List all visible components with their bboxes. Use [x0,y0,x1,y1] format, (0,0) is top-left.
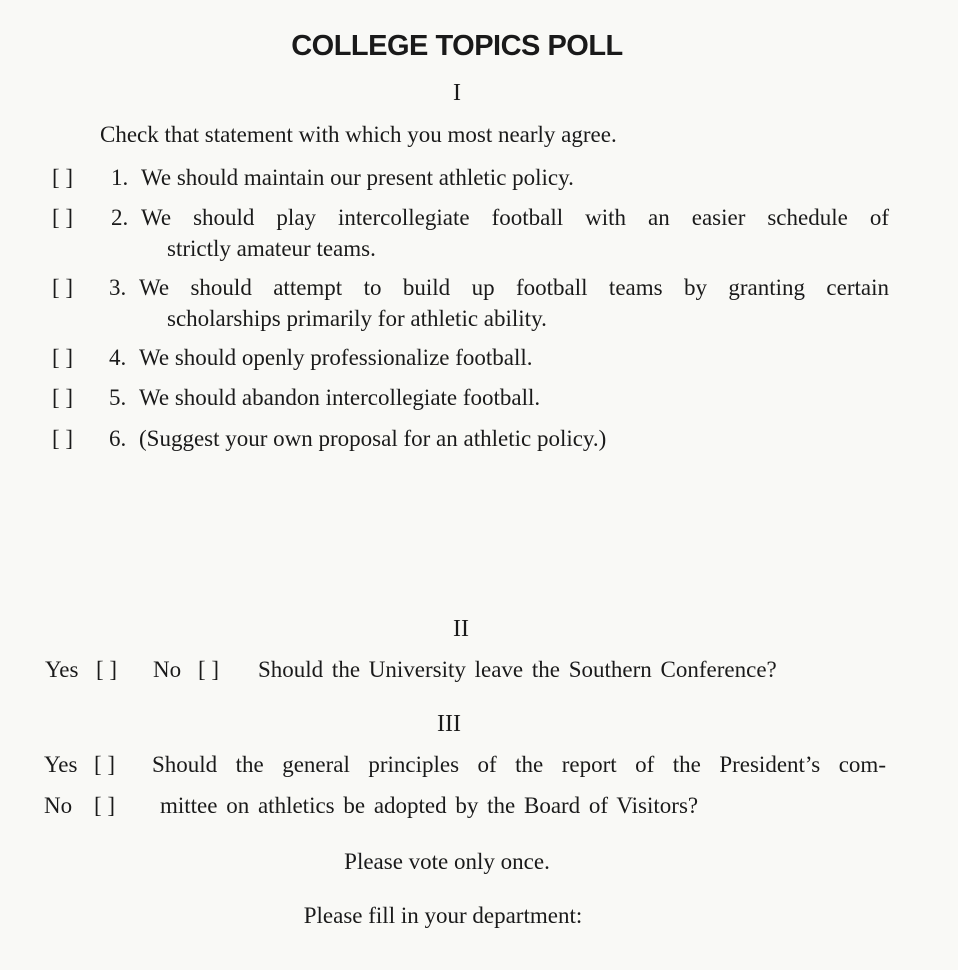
option-text-5: We should abandon intercollegiate football. [139,385,541,410]
section-numeral-iii: III [437,711,461,737]
option-text-2: We should play intercollegiate football with an easier schedule of [141,205,889,230]
question-ii: Should the University leave the Southern Conference? [258,657,777,682]
no-label-ii: No [153,657,182,682]
option-text-3: We should attempt to build up football teams by granting certain [139,275,889,300]
option-number-4: 4. [109,345,127,370]
no-checkbox-iii[interactable]: [ ] [94,793,116,818]
question-iii-line2: mittee on athletics be adopted by the Board of Visitors? [160,793,699,818]
poll-title: COLLEGE TOPICS POLL [291,30,623,62]
question-iii-line1: Should the general principles of the report of the President’s com- [152,752,886,777]
option-checkbox-5[interactable]: [ ] [52,385,74,410]
yes-label-ii: Yes [45,657,79,682]
option-checkbox-1[interactable]: [ ] [52,165,74,190]
option-text-6: (Suggest your own proposal for an athletic policy.) [139,426,607,451]
option-number-6: 6. [109,426,127,451]
option-checkbox-6[interactable]: [ ] [52,426,74,451]
department-prompt: Please fill in your department: [303,903,583,928]
option-text-4: We should openly professionalize football. [139,345,533,370]
option-checkbox-4[interactable]: [ ] [52,345,74,370]
instruction-text: Check that statement with which you most nearly agree. [100,122,617,147]
option-number-1: 1. [111,165,129,190]
option-checkbox-3[interactable]: [ ] [52,275,74,300]
option-text-2-cont: strictly amateur teams. [167,236,376,261]
no-label-iii: No [44,793,73,818]
option-checkbox-2[interactable]: [ ] [52,205,74,230]
option-number-3: 3. [109,275,127,300]
section-numeral-ii: II [453,616,469,642]
option-number-2: 2. [111,205,129,230]
yes-label-iii: Yes [44,752,78,777]
option-text-1: We should maintain our present athletic policy. [141,165,574,190]
no-checkbox-ii[interactable]: [ ] [198,657,220,682]
section-numeral-i: I [453,80,461,106]
yes-checkbox-iii[interactable]: [ ] [94,752,116,777]
vote-once-note: Please vote only once. [344,849,550,874]
option-text-3-cont: scholarships primarily for athletic ability. [167,306,547,331]
option-number-5: 5. [109,385,127,410]
yes-checkbox-ii[interactable]: [ ] [96,657,118,682]
